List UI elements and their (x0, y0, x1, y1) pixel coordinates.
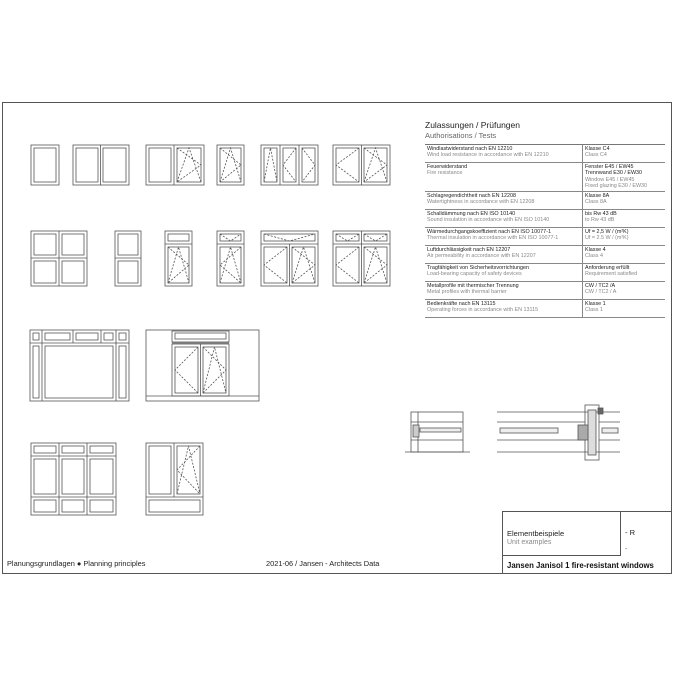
approval-label-cell (425, 282, 583, 299)
approval-row (425, 300, 665, 318)
approval-value-cell (583, 192, 665, 209)
approval-label-en: Wind load resistance in accordance with EN 12210 (427, 152, 549, 159)
approval-label-en: Sound insulation in accordance with EN ISO 10140 (427, 217, 550, 224)
window-transom-tilt-turn (165, 231, 192, 286)
unit-examples-en: Unit examples (507, 539, 552, 546)
approval-label-cell (425, 210, 583, 227)
product-name: Jansen Janisol 1 fire-resistant windows (507, 561, 654, 570)
approval-label-de: Metallprofile mit thermischer Trennung (427, 282, 519, 289)
revision-label: - R (625, 528, 635, 537)
approval-row (425, 246, 665, 264)
approval-label-en: Air permeability in accordance with EN 12207 (427, 253, 536, 260)
approval-label-cell (425, 300, 583, 317)
window-transom-double-split (333, 231, 390, 286)
approval-label-de: Tragfähigkeit von Sicherheitsvorrichtungen (427, 264, 529, 271)
approval-value-cell (583, 163, 665, 191)
approval-value-en: Class 1 (585, 307, 603, 314)
window-transom-double (261, 231, 318, 286)
approval-value-cell (583, 264, 665, 281)
approval-label-cell (425, 145, 583, 162)
approval-row (425, 145, 665, 163)
approval-value-en: Class C4 (585, 152, 607, 159)
unit-examples-de: Elementbeispiele (507, 529, 565, 538)
approval-value-de: Klasse 1 (585, 300, 606, 307)
approval-value-en: Uf = 2.5 W / (m²K) (585, 235, 629, 242)
approval-label-en: Thermal insulation in accordance with EN ISO 10077-1 (427, 235, 559, 242)
approval-value-en: to Rw 43 dB (585, 217, 615, 224)
approval-row (425, 163, 665, 192)
approvals-title: Zulassungen / Prüfungen (425, 120, 520, 130)
approvals-rows (425, 144, 665, 318)
window-transom-tilt-turn-narrow (217, 231, 244, 286)
approval-value-en: CW / TC2 / A (585, 289, 617, 296)
window-fixed-double (73, 145, 129, 185)
window-fixed-four-pane (31, 231, 87, 286)
window-fixed-and-tilt-turn (146, 145, 204, 185)
approval-value-de: CW / TC2 /A (585, 282, 616, 289)
approval-label-en: Load-bearing capacity of safety devices (427, 271, 522, 278)
approval-value-cell (583, 300, 665, 317)
door-double-with-transom (146, 330, 259, 401)
footer-planning-principles: Planungsgrundlagen ● Planning principles (7, 559, 146, 568)
approval-value-en: Class 8A (585, 199, 607, 206)
approval-label-en: Operating forces in accordance with EN 13115 (427, 307, 539, 314)
glazing-fixed-grid (31, 443, 116, 515)
approval-value-de: Klasse 8A (585, 192, 610, 199)
title-block-unit-cell (503, 512, 621, 556)
approval-label-de: Schlagregendichtheit nach EN 12208 (427, 192, 517, 199)
profile-section-detail-right (497, 405, 620, 460)
approval-row (425, 282, 665, 300)
approval-row (425, 228, 665, 246)
approval-value-en: Requirement satisfied (585, 271, 638, 278)
approval-value-de: Klasse C4 (585, 146, 610, 152)
approval-value-cell (583, 228, 665, 245)
approval-row (425, 192, 665, 210)
approval-label-en: Fire resistance (427, 170, 463, 177)
approval-label-cell (425, 163, 583, 191)
window-triple-tilt-turn (261, 145, 318, 185)
approval-label-de: Windlastwiderstand nach EN 12210 (427, 146, 513, 152)
approval-value-de: Anforderung erfüllt (585, 264, 630, 271)
approval-label-de: Schalldämmung nach EN ISO 10140 (427, 210, 516, 217)
glazing-fixed-with-tilt-turn (146, 443, 203, 515)
approval-value-cell (583, 246, 665, 263)
approval-value-cell (583, 145, 665, 162)
window-fixed-single (31, 145, 59, 185)
approval-label-cell (425, 246, 583, 263)
approval-row (425, 210, 665, 228)
approval-label-cell (425, 192, 583, 209)
approval-value-de: Uf = 2,5 W / (m²K) (585, 228, 629, 235)
approval-label-en: Metal profiles with thermal barrier (427, 289, 507, 296)
approval-value-de: Klasse 4 (585, 246, 606, 253)
approval-label-cell (425, 228, 583, 245)
approval-value-cell (583, 210, 665, 227)
title-block (502, 511, 672, 574)
profile-section-detail-left (405, 412, 470, 452)
footer-date-source: 2021-06 / Jansen - Architects Data (266, 559, 380, 568)
approval-row (425, 264, 665, 282)
approval-label-cell (425, 264, 583, 281)
glazing-fixed-large-framed (30, 330, 129, 401)
approval-value-de: Fenster E45 / EW45 Trennwand E30 / EW30 (585, 164, 643, 177)
approvals-table (425, 120, 665, 318)
window-tilt-turn-single (217, 145, 244, 185)
approval-label-de: Bedienkräfte nach EN 13115 (427, 300, 496, 307)
approval-label-de: Luftdurchlässigkeit nach EN 12207 (427, 246, 511, 253)
approval-value-en: Class 4 (585, 253, 603, 260)
approval-value-cell (583, 282, 665, 299)
approval-label-de: Feuerwiderstand (427, 164, 468, 170)
window-fixed-two-pane-vertical (115, 231, 141, 286)
revision-value: - (625, 546, 628, 553)
approval-value-de: bis Rw 43 dB (585, 210, 617, 217)
approval-label-en: Watertightness in accordance with EN 12208 (427, 199, 535, 206)
approval-value-en: Window E45 / EW45 Fixed glazing E30 / EW30 (585, 176, 648, 190)
approvals-subtitle: Authorisations / Tests (425, 131, 497, 140)
approval-label-de: Wärmedurchgangskoeffizient nach EN ISO 10077-1 (427, 228, 551, 235)
window-double-tilt-turn (333, 145, 390, 185)
